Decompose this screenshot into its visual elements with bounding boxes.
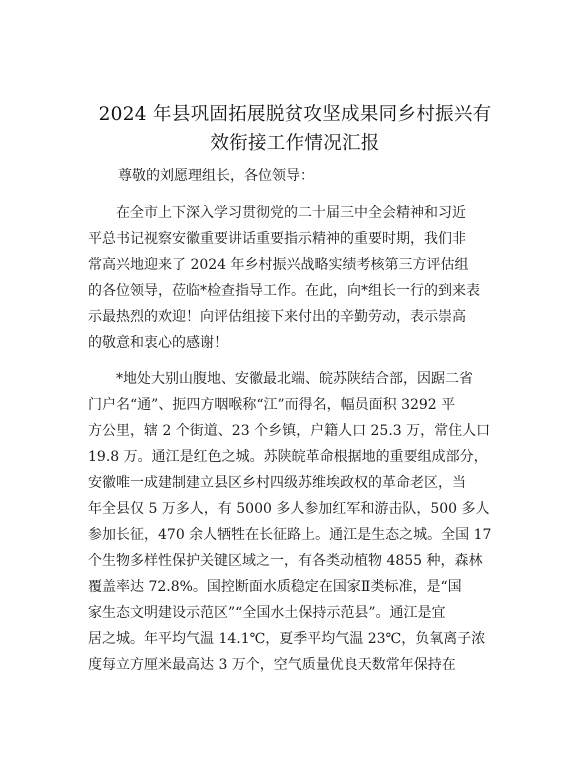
paragraph-line: 家生态文明建设示范区”“全国水土保持示范县”。通江是宜: [88, 605, 446, 621]
paragraph-county-overview: [88, 366, 504, 678]
paragraph-line: 方公里，辖 2 个街道、23 个乡镇，户籍人口 25.3 万，常住人口: [88, 423, 491, 439]
paragraph-line: 在全市上下深入学习贯彻党的二十届三中全会精神和习近: [116, 205, 466, 221]
paragraph-line: 参加长征，470 余人牺牲在长征路上。通江是生态之城。全国 17: [88, 527, 492, 543]
paragraph-line: 安徽唯一成建制建立县区乡村四级苏维埃政权的革命老区，当: [88, 475, 466, 491]
paragraph-line: 居之城。年平均气温 14.1℃，夏季平均气温 23℃，负氧离子浓: [88, 631, 486, 647]
paragraph-line: *地处大别山腹地、安徽最北端、皖苏陕结合部，因踞二省: [116, 371, 473, 387]
title-line-2: 效衔接工作情况汇报: [210, 133, 380, 154]
document-title: [70, 100, 520, 158]
salutation: 尊敬的刘愿理组长，各位领导：: [118, 168, 314, 184]
paragraph-line: 的敬意和衷心的感谢！: [88, 335, 228, 351]
paragraph-line: 的各位领导，莅临*检查指导工作。在此，向*组长一行的到来表: [88, 283, 480, 299]
paragraph-line: 年全县仅 5 万多人，有 5000 多人参加红军和游击队，500 多人: [88, 501, 490, 517]
paragraph-line: 平总书记视察安徽重要讲话重要指示精神的重要时期，我们非: [88, 231, 466, 247]
paragraph-line: 覆盖率达 72.8%。国控断面水质稳定在国家Ⅱ类标准，是“国: [88, 579, 462, 595]
paragraph-opening: [88, 200, 504, 356]
paragraph-line: 门户名“通”、扼四方咽喉称“江”而得名，幅员面积 3292 平: [88, 397, 456, 413]
paragraph-line: 常高兴地迎来了 2024 年乡村振兴战略实绩考核第三方评估组: [88, 257, 469, 273]
paragraph-line: 个生物多样性保护关键区域之一，有各类动植物 4855 种，森林: [88, 553, 483, 569]
paragraph-line: 示最热烈的欢迎！向评估组接下来付出的辛勤劳动，表示崇高: [88, 309, 466, 325]
title-line-1: 2024 年县巩固拓展脱贫攻坚成果同乡村振兴有: [98, 104, 492, 125]
paragraph-line: 19.8 万。通江是红色之城。苏陕皖革命根据地的重要组成部分，: [88, 449, 488, 465]
paragraph-line: 度每立方厘米最高达 3 万个，空气质量优良天数常年保持在: [88, 657, 456, 673]
